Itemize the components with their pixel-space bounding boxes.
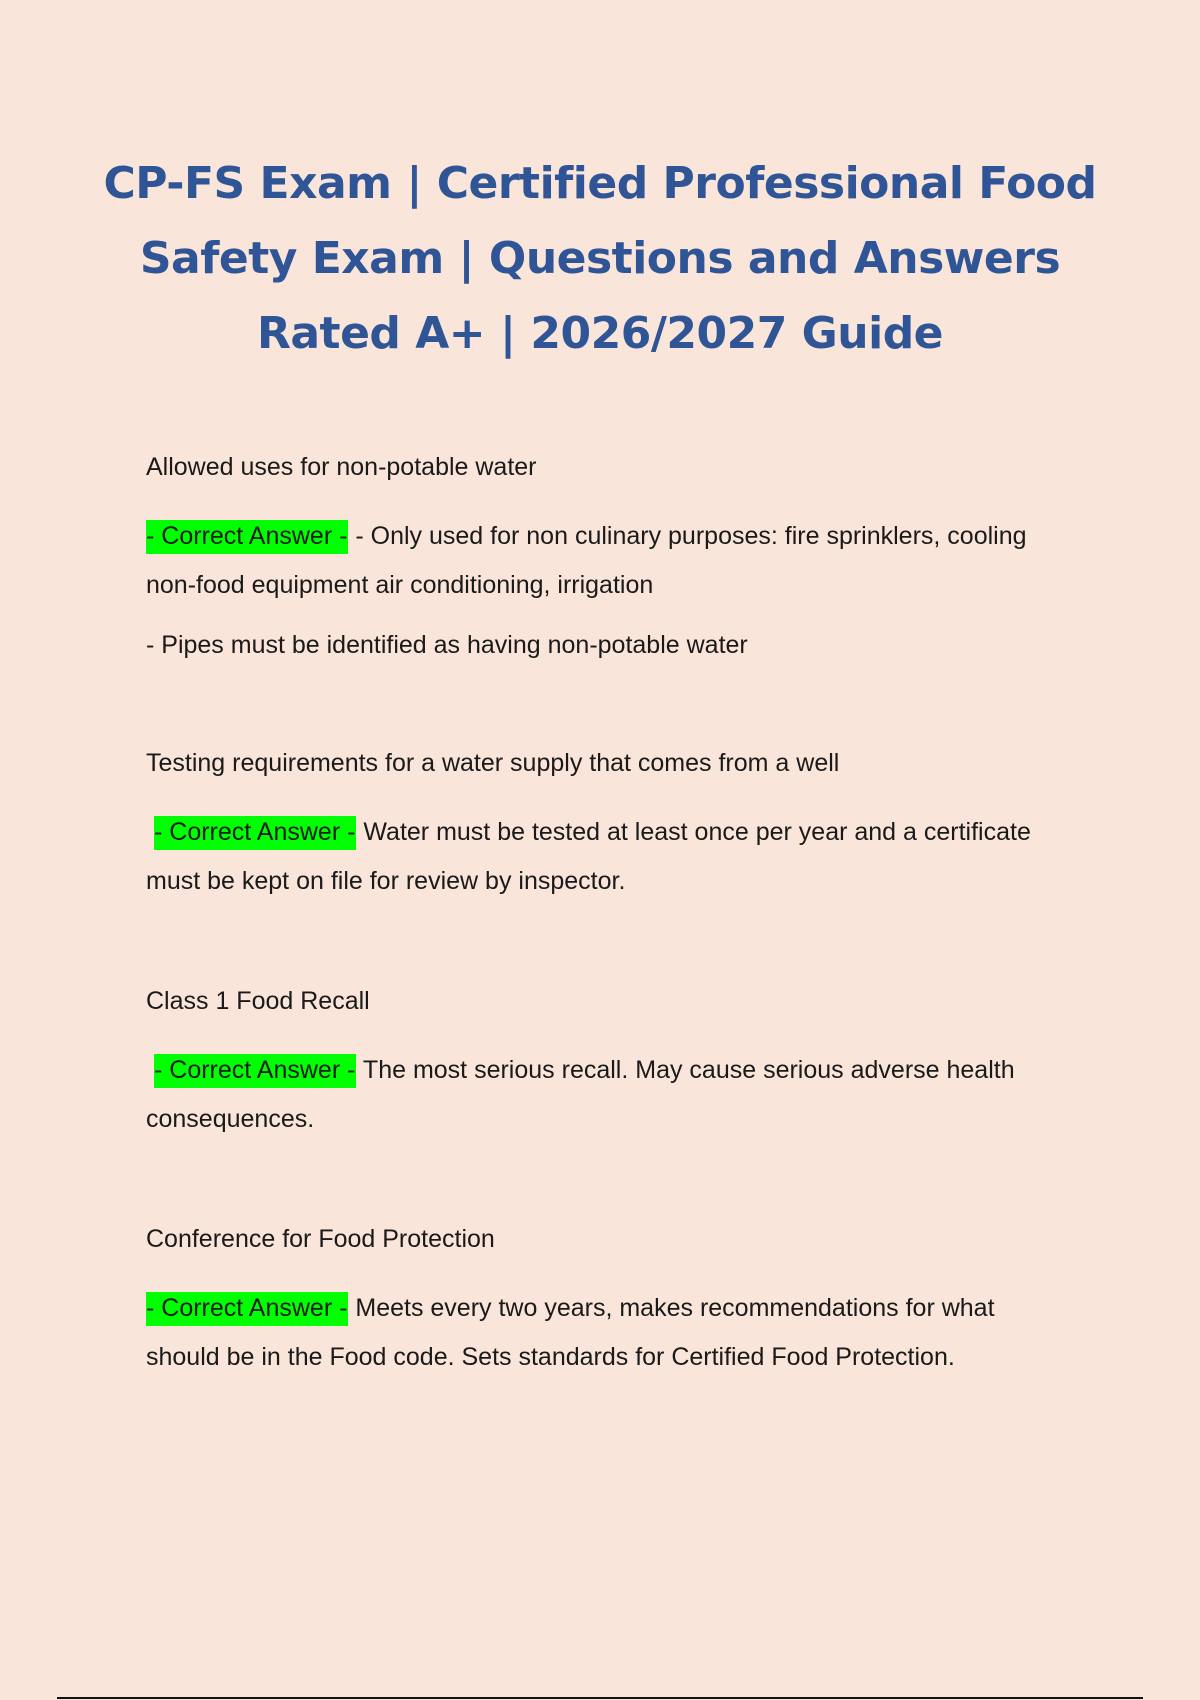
answer-note: - Pipes must be identified as having non-potable water <box>146 631 748 659</box>
question: Testing requirements for a water supply that comes from a well <box>146 749 840 777</box>
answer <box>146 1046 1066 1144</box>
correct-answer-tag: - Correct Answer - <box>146 520 348 554</box>
document-title: CP-FS Exam | Certified Professional Food Safety Exam | Questions and Answers Rated A+ | 2026/2027 Guide <box>103 158 1097 359</box>
answer <box>146 512 1066 610</box>
qa-item-class-1-recall <box>146 982 1066 1144</box>
qa-item-conference-food-protection <box>146 1220 1066 1382</box>
answer <box>146 1284 1066 1382</box>
question: Allowed uses for non-potable water <box>146 453 537 481</box>
correct-answer-tag: - Correct Answer - <box>154 1054 356 1088</box>
question: Class 1 Food Recall <box>146 987 370 1015</box>
qa-item-well-water-testing <box>146 744 1066 906</box>
footer-divider <box>57 1697 1143 1699</box>
qa-list <box>146 448 1066 1440</box>
answer-text: The most serious recall. May cause serious adverse health consequences. <box>146 1056 1015 1133</box>
answer-text: Water must be tested at least once per year and a certificate must be kept on file for review by inspector. <box>146 818 1031 895</box>
answer <box>146 808 1066 906</box>
correct-answer-tag: - Correct Answer - <box>146 1292 348 1326</box>
answer-text: Meets every two years, makes recommendations for what should be in the Food code. Sets standards for Certified Food Protection. <box>146 1294 995 1371</box>
question: Conference for Food Protection <box>146 1225 495 1253</box>
answer-text: - Only used for non culinary purposes: fire sprinklers, cooling non-food equipment air conditioning, irrigation <box>146 522 1027 599</box>
qa-item-non-potable-water <box>146 448 1066 664</box>
correct-answer-tag: - Correct Answer - <box>154 816 356 850</box>
